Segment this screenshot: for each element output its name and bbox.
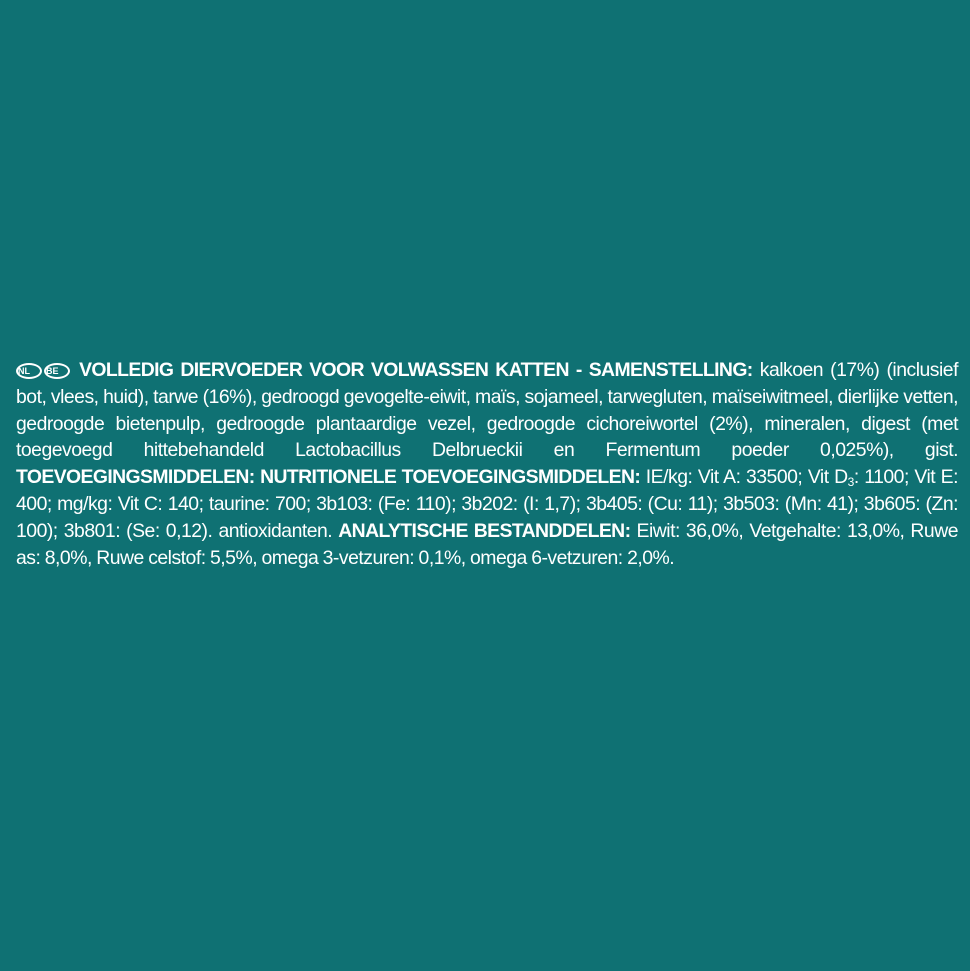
additives-text-part2: : 1100; Vit E: 400; mg/kg: Vit C: 140; taurine: 700; 3b103: (Fe: 110); 3b202: (I: 1,7); 3b405: (Cu: 11); 3b503: (Mn: 41); 3b605: (Zn: 100); 3b801: (Se: 0,12). antioxidanten.	[16, 466, 958, 542]
analytical-text: Eiwit: 36,0%, Vetgehalte: 13,0%, Ruwe as: 8,0%, Ruwe celstof: 5,5%, omega 3-vetzuren: 0,1%, omega 6-vetzuren: 2,0%.	[16, 519, 958, 569]
country-badge-nl: NL	[16, 363, 42, 379]
pet-food-label-text	[16, 357, 958, 571]
composition-text: kalkoen (17%) (inclusief bot, vlees, huid), tarwe (16%), gedroogd gevogelte-eiwit, maïs, sojameel, tarwegluten, maïseiwitmeel, dierlijke vetten, gedroogde bietenpulp, gedroogde plantaardige vezel, gedroogde cichoreiwortel (2%), mineralen, digest (met toegevoegd hittebehandeld Lactobacillus Delbrueckii en Fermentum poeder 0,025%), gist.	[16, 359, 958, 462]
vitamin-d-subscript: 3	[847, 475, 854, 490]
additives-text-part1: IE/kg: Vit A: 33500; Vit D	[645, 466, 848, 489]
analytical-heading: ANALYTISCHE BESTANDDELEN:	[338, 519, 631, 542]
country-badge-be: BE	[44, 363, 70, 379]
additives-heading: TOEVOEGINGSMIDDELEN: NUTRITIONELE TOEVOEGINGSMIDDELEN:	[16, 466, 641, 489]
label-title: VOLLEDIG DIERVOEDER VOOR VOLWASSEN KATTEN - SAMENSTELLING:	[79, 359, 753, 381]
